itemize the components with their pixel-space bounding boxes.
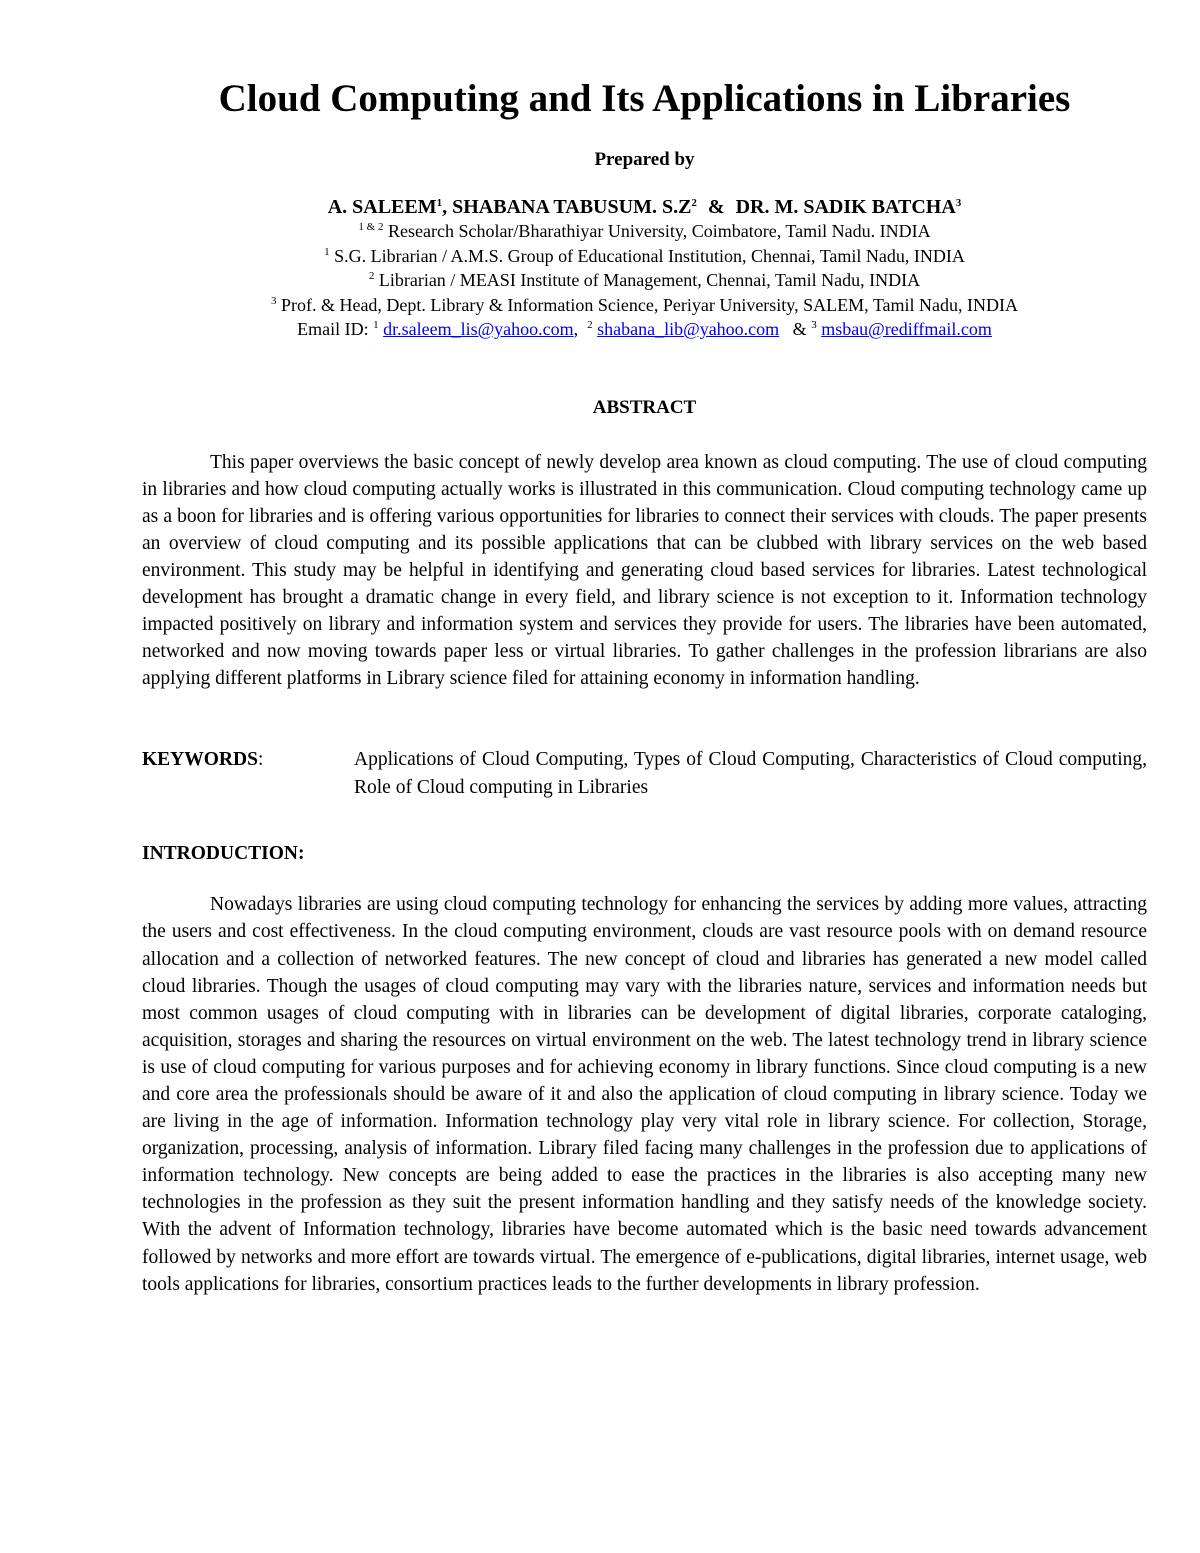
- email-link-saleem[interactable]: dr.saleem_lis@yahoo.com: [383, 319, 574, 339]
- email-label: Email ID:: [297, 319, 369, 339]
- email-marker: 1: [373, 319, 379, 331]
- email-link-shabana[interactable]: shabana_lib@yahoo.com: [597, 319, 780, 339]
- email-line: [142, 317, 1147, 342]
- keywords-label: KEYWORDS: [142, 749, 258, 771]
- introduction-body: Nowadays libraries are using cloud computing technology for enhancing the services by adding more values, attracting the users and cost effectiveness. In the cloud computing environment, clouds are vast resource pools with on demand resource allocation and a collection of networked features. The new concept of cloud and libraries has generated a new model called cloud libraries. Though the usages of cloud computing may vary with the libraries nature, services and information needs but most common usages of cloud computing with in libraries can be development of digital libraries, corporate cataloging, acquisition, storages and sharing the resources on virtual environment on the web. The latest technology trend in library science is use of cloud computing for various purposes and for achieving economy in library functions. Since cloud computing is a new and core area the professionals should be aware of it and also the application of cloud computing in library science. Today we are living in the age of information. Information technology play very vital role in library science. For collection, Storage, organization, processing, analysis of information. Library filed facing many challenges in the profession due to applications of information technology. New concepts are being added to ease the practices in the libraries is also accepting many new technologies in the profession as they suit the present information handling and they satisfy needs of the knowledge society. With the advent of Information technology, libraries have become automated which is the basic need towards advancement followed by networks and more effort are towards virtual. The emergence of e-publications, digital libraries, internet usage, web tools applications for libraries, consortium practices leads to the further developments in library profession.: [142, 894, 1147, 1295]
- affiliation-line: [142, 244, 1147, 269]
- affiliation-marker: 3: [270, 294, 277, 307]
- affiliation-line: [142, 268, 1147, 293]
- author-marker: 3: [955, 197, 962, 209]
- keywords-colon: :: [257, 749, 264, 771]
- email-separator: &: [792, 319, 807, 339]
- affiliation-marker: 1 & 2: [358, 221, 384, 233]
- affiliation-line: [142, 219, 1147, 244]
- author-name: SHABANA TABUSUM. S.Z: [452, 196, 692, 218]
- paper-title: Cloud Computing and Its Applications in Libraries: [218, 77, 1071, 120]
- author-marker: 1: [436, 197, 443, 209]
- email-separator: ,: [573, 319, 579, 339]
- abstract-heading: ABSTRACT: [592, 396, 697, 418]
- author-name: A. SALEEM: [327, 196, 437, 218]
- keywords-text: Applications of Cloud Computing, Types of Cloud Computing, Characteristics of Cloud computing, Role of Cloud computing in Libraries: [354, 749, 1147, 798]
- author-list: [142, 195, 1147, 219]
- affiliation-text: Research Scholar/Bharathiyar University, Coimbatore, Tamil Nadu. INDIA: [387, 221, 931, 241]
- paper-page: [142, 75, 1147, 1298]
- prepared-by: Prepared by: [594, 149, 695, 170]
- author-name: DR. M. SADIK BATCHA: [735, 196, 956, 218]
- email-marker: 3: [811, 319, 817, 331]
- email-marker: 2: [587, 319, 593, 331]
- affiliation-marker: 1: [324, 245, 330, 258]
- email-link-sadik[interactable]: msbau@rediffmail.com: [821, 319, 992, 339]
- keywords-label-cell: [142, 746, 354, 801]
- introduction-heading: INTRODUCTION:: [142, 843, 305, 865]
- author-separator: &: [707, 196, 725, 218]
- affiliation-text: S.G. Librarian / A.M.S. Group of Educational Institution, Chennai, Tamil Nadu, INDIA: [334, 245, 965, 266]
- affiliation-text: Prof. & Head, Dept. Library & Information Science, Periyar University, SALEM, Tamil Nadu, INDIA: [280, 294, 1019, 315]
- keywords-row: [142, 746, 1147, 801]
- author-separator: ,: [442, 196, 448, 218]
- affiliation-text: Librarian / MEASI Institute of Management, Chennai, Tamil Nadu, INDIA: [378, 270, 921, 290]
- abstract-body: This paper overviews the basic concept of newly develop area known as cloud computing. The use of cloud computing in libraries and how cloud computing actually works is illustrated in this communication. Cloud computing technology came up as a boon for libraries and is offering various opportunities for libraries to connect their services with clouds. The paper presents an overview of cloud computing and its possible applications that can be clubbed with library services on the web based environment. This study may be helpful in identifying and generating cloud based services for libraries. Latest technological development has brought a dramatic change in every field, and library science is not exception to it. Information technology impacted positively on library and information system and services they provide for users. The libraries have been automated, networked and now moving towards paper less or virtual libraries. To gather challenges in the profession librarians are also applying different platforms in Library science filed for attaining economy in information handling.: [142, 451, 1147, 690]
- author-marker: 2: [691, 197, 697, 209]
- affiliation-line: [142, 293, 1147, 318]
- affiliation-marker: 2: [368, 270, 375, 282]
